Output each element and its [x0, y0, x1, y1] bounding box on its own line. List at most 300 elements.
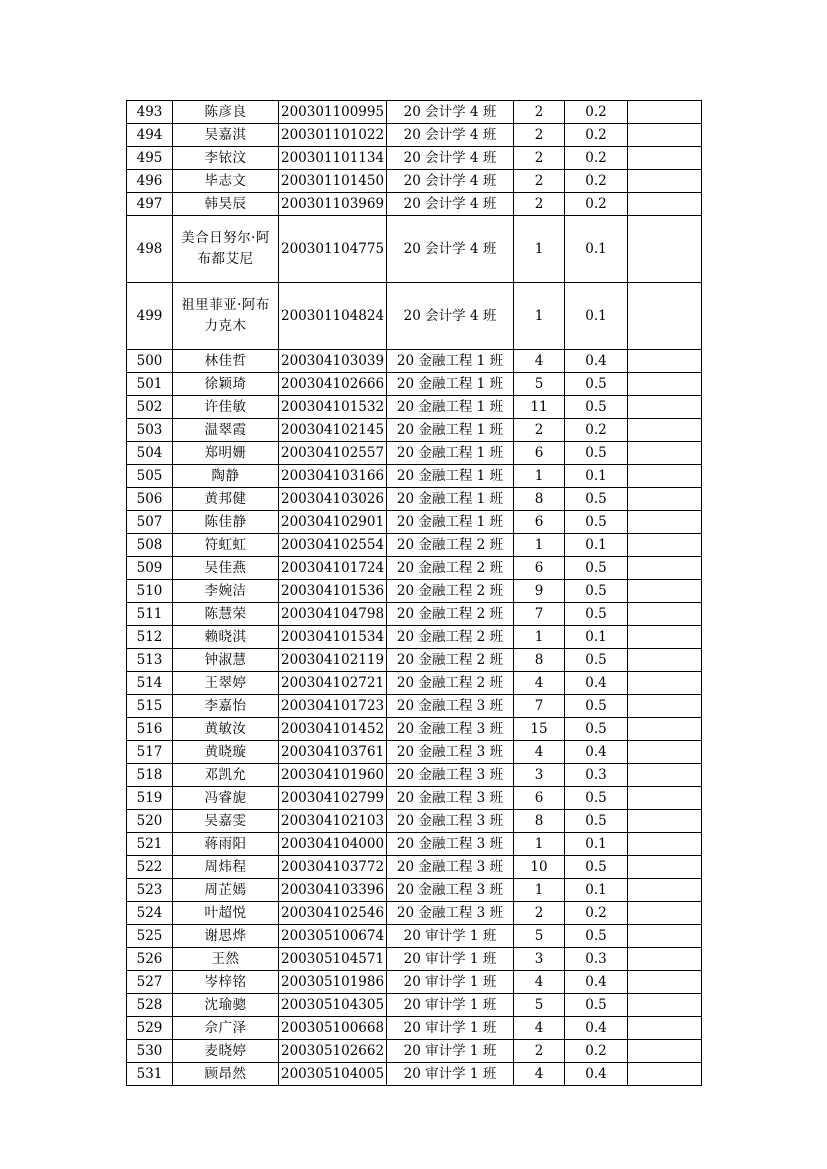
- remark-cell: [628, 124, 702, 147]
- score-cell: 0.5: [565, 488, 628, 511]
- student-name-cell: 麦晓婷: [173, 1040, 279, 1063]
- count-cell: 15: [514, 718, 565, 741]
- row-number-cell: 526: [127, 948, 173, 971]
- student-name-cell: 吴嘉淇: [173, 124, 279, 147]
- count-cell: 5: [514, 373, 565, 396]
- class-name-cell: 20 金融工程 1 班: [387, 396, 514, 419]
- table-row: [127, 833, 702, 856]
- table-row: [127, 902, 702, 925]
- class-name-cell: 20 金融工程 3 班: [387, 741, 514, 764]
- table-row: [127, 170, 702, 193]
- count-cell: 6: [514, 511, 565, 534]
- student-name-cell: 符虹虹: [173, 534, 279, 557]
- row-number-cell: 515: [127, 695, 173, 718]
- row-number-cell: 513: [127, 649, 173, 672]
- student-id-cell: 200301103969: [279, 193, 387, 216]
- student-id-cell: 200304103761: [279, 741, 387, 764]
- remark-cell: [628, 534, 702, 557]
- score-cell: 0.5: [565, 442, 628, 465]
- remark-cell: [628, 925, 702, 948]
- table-row: [127, 557, 702, 580]
- row-number-cell: 508: [127, 534, 173, 557]
- table-row: [127, 1063, 702, 1086]
- student-id-cell: 200301101022: [279, 124, 387, 147]
- class-name-cell: 20 金融工程 1 班: [387, 442, 514, 465]
- student-id-cell: 200304102799: [279, 787, 387, 810]
- remark-cell: [628, 147, 702, 170]
- student-name-cell: 李婉洁: [173, 580, 279, 603]
- row-number-cell: 518: [127, 764, 173, 787]
- remark-cell: [628, 948, 702, 971]
- score-cell: 0.2: [565, 147, 628, 170]
- score-cell: 0.5: [565, 787, 628, 810]
- row-number-cell: 530: [127, 1040, 173, 1063]
- class-name-cell: 20 会计学 4 班: [387, 216, 514, 283]
- table-row: [127, 373, 702, 396]
- score-cell: 0.2: [565, 902, 628, 925]
- count-cell: 1: [514, 833, 565, 856]
- score-cell: 0.5: [565, 557, 628, 580]
- student-id-cell: 200304101723: [279, 695, 387, 718]
- student-id-cell: 200304102103: [279, 810, 387, 833]
- student-name-cell: 邓凯允: [173, 764, 279, 787]
- remark-cell: [628, 695, 702, 718]
- remark-cell: [628, 170, 702, 193]
- student-id-cell: 200304101534: [279, 626, 387, 649]
- student-id-cell: 200304104000: [279, 833, 387, 856]
- remark-cell: [628, 101, 702, 124]
- remark-cell: [628, 373, 702, 396]
- remark-cell: [628, 442, 702, 465]
- row-number-cell: 503: [127, 419, 173, 442]
- remark-cell: [628, 787, 702, 810]
- student-id-cell: 200301101450: [279, 170, 387, 193]
- class-name-cell: 20 会计学 4 班: [387, 193, 514, 216]
- row-number-cell: 496: [127, 170, 173, 193]
- student-id-cell: 200301104775: [279, 216, 387, 283]
- count-cell: 2: [514, 170, 565, 193]
- count-cell: 2: [514, 902, 565, 925]
- count-cell: 3: [514, 948, 565, 971]
- count-cell: 4: [514, 1017, 565, 1040]
- row-number-cell: 521: [127, 833, 173, 856]
- class-name-cell: 20 审计学 1 班: [387, 1017, 514, 1040]
- student-name-cell: 温翠霞: [173, 419, 279, 442]
- class-name-cell: 20 金融工程 2 班: [387, 557, 514, 580]
- student-name-cell: 林佳哲: [173, 350, 279, 373]
- remark-cell: [628, 1040, 702, 1063]
- count-cell: 2: [514, 124, 565, 147]
- student-id-cell: 200304102119: [279, 649, 387, 672]
- table-row: [127, 948, 702, 971]
- score-cell: 0.5: [565, 718, 628, 741]
- remark-cell: [628, 764, 702, 787]
- student-id-cell: 200304102901: [279, 511, 387, 534]
- student-name-cell: 美合日努尔·阿布都艾尼: [173, 216, 279, 283]
- count-cell: 2: [514, 147, 565, 170]
- table-row: [127, 124, 702, 147]
- row-number-cell: 514: [127, 672, 173, 695]
- score-cell: 0.5: [565, 925, 628, 948]
- remark-cell: [628, 396, 702, 419]
- student-id-cell: 200304102666: [279, 373, 387, 396]
- student-name-cell: 徐颖琦: [173, 373, 279, 396]
- count-cell: 4: [514, 350, 565, 373]
- table-row: [127, 603, 702, 626]
- table-row: [127, 787, 702, 810]
- count-cell: 5: [514, 994, 565, 1017]
- table-row: [127, 216, 702, 283]
- class-name-cell: 20 金融工程 2 班: [387, 580, 514, 603]
- remark-cell: [628, 1017, 702, 1040]
- score-cell: 0.5: [565, 396, 628, 419]
- score-cell: 0.1: [565, 465, 628, 488]
- table-row: [127, 350, 702, 373]
- student-name-cell: 毕志文: [173, 170, 279, 193]
- row-number-cell: 502: [127, 396, 173, 419]
- score-cell: 0.1: [565, 534, 628, 557]
- student-name-cell: 李嘉怡: [173, 695, 279, 718]
- count-cell: 1: [514, 465, 565, 488]
- count-cell: 2: [514, 193, 565, 216]
- student-table: [126, 100, 702, 1086]
- count-cell: 4: [514, 1063, 565, 1086]
- score-cell: 0.2: [565, 124, 628, 147]
- count-cell: 6: [514, 442, 565, 465]
- class-name-cell: 20 金融工程 3 班: [387, 787, 514, 810]
- table-row: [127, 649, 702, 672]
- remark-cell: [628, 580, 702, 603]
- table-row: [127, 442, 702, 465]
- table-row: [127, 580, 702, 603]
- count-cell: 9: [514, 580, 565, 603]
- score-cell: 0.1: [565, 626, 628, 649]
- student-name-cell: 陈慧荣: [173, 603, 279, 626]
- student-id-cell: 200304103772: [279, 856, 387, 879]
- count-cell: 4: [514, 672, 565, 695]
- count-cell: 2: [514, 1040, 565, 1063]
- student-id-cell: 200304102546: [279, 902, 387, 925]
- student-name-cell: 黄晓璇: [173, 741, 279, 764]
- table-row: [127, 764, 702, 787]
- student-name-cell: 钟淑慧: [173, 649, 279, 672]
- count-cell: 3: [514, 764, 565, 787]
- count-cell: 6: [514, 787, 565, 810]
- row-number-cell: 505: [127, 465, 173, 488]
- class-name-cell: 20 金融工程 1 班: [387, 488, 514, 511]
- student-id-cell: 200304102557: [279, 442, 387, 465]
- remark-cell: [628, 603, 702, 626]
- student-name-cell: 岑梓铭: [173, 971, 279, 994]
- row-number-cell: 500: [127, 350, 173, 373]
- class-name-cell: 20 会计学 4 班: [387, 170, 514, 193]
- table-row: [127, 101, 702, 124]
- student-id-cell: 200304103166: [279, 465, 387, 488]
- student-id-cell: 200305100674: [279, 925, 387, 948]
- count-cell: 8: [514, 488, 565, 511]
- class-name-cell: 20 金融工程 3 班: [387, 902, 514, 925]
- student-id-cell: 200301101134: [279, 147, 387, 170]
- remark-cell: [628, 557, 702, 580]
- student-id-cell: 200304103396: [279, 879, 387, 902]
- class-name-cell: 20 审计学 1 班: [387, 948, 514, 971]
- count-cell: 8: [514, 810, 565, 833]
- student-name-cell: 李铱汶: [173, 147, 279, 170]
- row-number-cell: 517: [127, 741, 173, 764]
- student-name-cell: 郑明姗: [173, 442, 279, 465]
- count-cell: 2: [514, 101, 565, 124]
- class-name-cell: 20 金融工程 1 班: [387, 373, 514, 396]
- class-name-cell: 20 金融工程 3 班: [387, 833, 514, 856]
- table-row: [127, 1040, 702, 1063]
- remark-cell: [628, 718, 702, 741]
- student-name-cell: 顾昂然: [173, 1063, 279, 1086]
- remark-cell: [628, 810, 702, 833]
- table-row: [127, 283, 702, 350]
- student-id-cell: 200304101452: [279, 718, 387, 741]
- score-cell: 0.5: [565, 810, 628, 833]
- remark-cell: [628, 511, 702, 534]
- row-number-cell: 497: [127, 193, 173, 216]
- remark-cell: [628, 1063, 702, 1086]
- remark-cell: [628, 902, 702, 925]
- student-name-cell: 周芷嫣: [173, 879, 279, 902]
- table-row: [127, 741, 702, 764]
- score-cell: 0.2: [565, 101, 628, 124]
- count-cell: 1: [514, 534, 565, 557]
- table-row: [127, 718, 702, 741]
- remark-cell: [628, 856, 702, 879]
- count-cell: 5: [514, 925, 565, 948]
- row-number-cell: 520: [127, 810, 173, 833]
- score-cell: 0.5: [565, 649, 628, 672]
- class-name-cell: 20 审计学 1 班: [387, 1063, 514, 1086]
- class-name-cell: 20 会计学 4 班: [387, 283, 514, 350]
- class-name-cell: 20 金融工程 1 班: [387, 511, 514, 534]
- count-cell: 4: [514, 741, 565, 764]
- class-name-cell: 20 金融工程 2 班: [387, 626, 514, 649]
- student-id-cell: 200305100668: [279, 1017, 387, 1040]
- student-name-cell: 黄邦健: [173, 488, 279, 511]
- score-cell: 0.5: [565, 511, 628, 534]
- score-cell: 0.2: [565, 1040, 628, 1063]
- row-number-cell: 523: [127, 879, 173, 902]
- score-cell: 0.1: [565, 833, 628, 856]
- table-row: [127, 488, 702, 511]
- class-name-cell: 20 审计学 1 班: [387, 971, 514, 994]
- count-cell: 7: [514, 603, 565, 626]
- row-number-cell: 499: [127, 283, 173, 350]
- count-cell: 8: [514, 649, 565, 672]
- student-id-cell: 200304101724: [279, 557, 387, 580]
- student-id-cell: 200304103039: [279, 350, 387, 373]
- table-row: [127, 925, 702, 948]
- table-row: [127, 147, 702, 170]
- class-name-cell: 20 金融工程 2 班: [387, 649, 514, 672]
- score-cell: 0.3: [565, 764, 628, 787]
- class-name-cell: 20 审计学 1 班: [387, 1040, 514, 1063]
- score-cell: 0.3: [565, 948, 628, 971]
- row-number-cell: 524: [127, 902, 173, 925]
- score-cell: 0.2: [565, 170, 628, 193]
- remark-cell: [628, 879, 702, 902]
- row-number-cell: 501: [127, 373, 173, 396]
- student-name-cell: 陈佳静: [173, 511, 279, 534]
- class-name-cell: 20 金融工程 3 班: [387, 879, 514, 902]
- student-id-cell: 200305104571: [279, 948, 387, 971]
- table-row: [127, 695, 702, 718]
- row-number-cell: 506: [127, 488, 173, 511]
- student-id-cell: 200305104305: [279, 994, 387, 1017]
- class-name-cell: 20 金融工程 1 班: [387, 465, 514, 488]
- student-id-cell: 200301100995: [279, 101, 387, 124]
- student-id-cell: 200301104824: [279, 283, 387, 350]
- student-name-cell: 谢思烨: [173, 925, 279, 948]
- remark-cell: [628, 350, 702, 373]
- row-number-cell: 512: [127, 626, 173, 649]
- class-name-cell: 20 金融工程 3 班: [387, 856, 514, 879]
- class-name-cell: 20 金融工程 3 班: [387, 718, 514, 741]
- student-id-cell: 200304101960: [279, 764, 387, 787]
- table-row: [127, 193, 702, 216]
- student-id-cell: 200304104798: [279, 603, 387, 626]
- student-name-cell: 冯睿旎: [173, 787, 279, 810]
- count-cell: 1: [514, 879, 565, 902]
- class-name-cell: 20 金融工程 2 班: [387, 534, 514, 557]
- score-cell: 0.4: [565, 1017, 628, 1040]
- score-cell: 0.1: [565, 879, 628, 902]
- table-row: [127, 810, 702, 833]
- row-number-cell: 516: [127, 718, 173, 741]
- score-cell: 0.5: [565, 856, 628, 879]
- class-name-cell: 20 会计学 4 班: [387, 147, 514, 170]
- score-cell: 0.4: [565, 971, 628, 994]
- row-number-cell: 504: [127, 442, 173, 465]
- remark-cell: [628, 465, 702, 488]
- row-number-cell: 528: [127, 994, 173, 1017]
- student-id-cell: 200304102145: [279, 419, 387, 442]
- remark-cell: [628, 488, 702, 511]
- count-cell: 1: [514, 626, 565, 649]
- student-name-cell: 许佳敏: [173, 396, 279, 419]
- class-name-cell: 20 金融工程 1 班: [387, 350, 514, 373]
- score-cell: 0.5: [565, 603, 628, 626]
- class-name-cell: 20 金融工程 1 班: [387, 419, 514, 442]
- row-number-cell: 493: [127, 101, 173, 124]
- score-cell: 0.5: [565, 373, 628, 396]
- student-name-cell: 蒋雨阳: [173, 833, 279, 856]
- table-row: [127, 511, 702, 534]
- student-name-cell: 佘广泽: [173, 1017, 279, 1040]
- student-name-cell: 吴嘉雯: [173, 810, 279, 833]
- score-cell: 0.5: [565, 580, 628, 603]
- row-number-cell: 527: [127, 971, 173, 994]
- student-id-cell: 200305102662: [279, 1040, 387, 1063]
- remark-cell: [628, 649, 702, 672]
- row-number-cell: 498: [127, 216, 173, 283]
- student-name-cell: 沈瑜骢: [173, 994, 279, 1017]
- score-cell: 0.5: [565, 994, 628, 1017]
- remark-cell: [628, 216, 702, 283]
- count-cell: 11: [514, 396, 565, 419]
- score-cell: 0.5: [565, 695, 628, 718]
- count-cell: 7: [514, 695, 565, 718]
- class-name-cell: 20 金融工程 3 班: [387, 764, 514, 787]
- student-id-cell: 200304102721: [279, 672, 387, 695]
- table-row: [127, 465, 702, 488]
- student-id-cell: 200304101536: [279, 580, 387, 603]
- table-row: [127, 856, 702, 879]
- row-number-cell: 525: [127, 925, 173, 948]
- score-cell: 0.2: [565, 419, 628, 442]
- remark-cell: [628, 626, 702, 649]
- class-name-cell: 20 审计学 1 班: [387, 925, 514, 948]
- student-name-cell: 陶静: [173, 465, 279, 488]
- remark-cell: [628, 971, 702, 994]
- student-name-cell: 黄敏汝: [173, 718, 279, 741]
- class-name-cell: 20 会计学 4 班: [387, 101, 514, 124]
- remark-cell: [628, 193, 702, 216]
- count-cell: 2: [514, 419, 565, 442]
- student-id-cell: 200304103026: [279, 488, 387, 511]
- class-name-cell: 20 会计学 4 班: [387, 124, 514, 147]
- table-row: [127, 879, 702, 902]
- student-name-cell: 韩昊辰: [173, 193, 279, 216]
- student-name-cell: 陈彦良: [173, 101, 279, 124]
- count-cell: 1: [514, 283, 565, 350]
- row-number-cell: 507: [127, 511, 173, 534]
- score-cell: 0.4: [565, 741, 628, 764]
- student-name-cell: 吴佳燕: [173, 557, 279, 580]
- score-cell: 0.4: [565, 1063, 628, 1086]
- row-number-cell: 531: [127, 1063, 173, 1086]
- student-id-cell: 200304102554: [279, 534, 387, 557]
- student-name-cell: 祖里菲亚·阿布力克木: [173, 283, 279, 350]
- table-row: [127, 971, 702, 994]
- score-cell: 0.1: [565, 283, 628, 350]
- count-cell: 10: [514, 856, 565, 879]
- class-name-cell: 20 金融工程 3 班: [387, 695, 514, 718]
- student-name-cell: 叶超悦: [173, 902, 279, 925]
- student-name-cell: 王翠婷: [173, 672, 279, 695]
- row-number-cell: 519: [127, 787, 173, 810]
- remark-cell: [628, 833, 702, 856]
- class-name-cell: 20 金融工程 2 班: [387, 672, 514, 695]
- table-row: [127, 994, 702, 1017]
- remark-cell: [628, 741, 702, 764]
- score-cell: 0.4: [565, 350, 628, 373]
- table-row: [127, 626, 702, 649]
- table-body: [127, 101, 702, 1086]
- table-row: [127, 534, 702, 557]
- class-name-cell: 20 金融工程 2 班: [387, 603, 514, 626]
- remark-cell: [628, 994, 702, 1017]
- row-number-cell: 510: [127, 580, 173, 603]
- count-cell: 1: [514, 216, 565, 283]
- table-row: [127, 419, 702, 442]
- table-row: [127, 396, 702, 419]
- count-cell: 4: [514, 971, 565, 994]
- count-cell: 6: [514, 557, 565, 580]
- student-name-cell: 赖晓淇: [173, 626, 279, 649]
- student-name-cell: 周炜程: [173, 856, 279, 879]
- table-row: [127, 1017, 702, 1040]
- row-number-cell: 529: [127, 1017, 173, 1040]
- class-name-cell: 20 审计学 1 班: [387, 994, 514, 1017]
- row-number-cell: 495: [127, 147, 173, 170]
- class-name-cell: 20 金融工程 3 班: [387, 810, 514, 833]
- score-cell: 0.4: [565, 672, 628, 695]
